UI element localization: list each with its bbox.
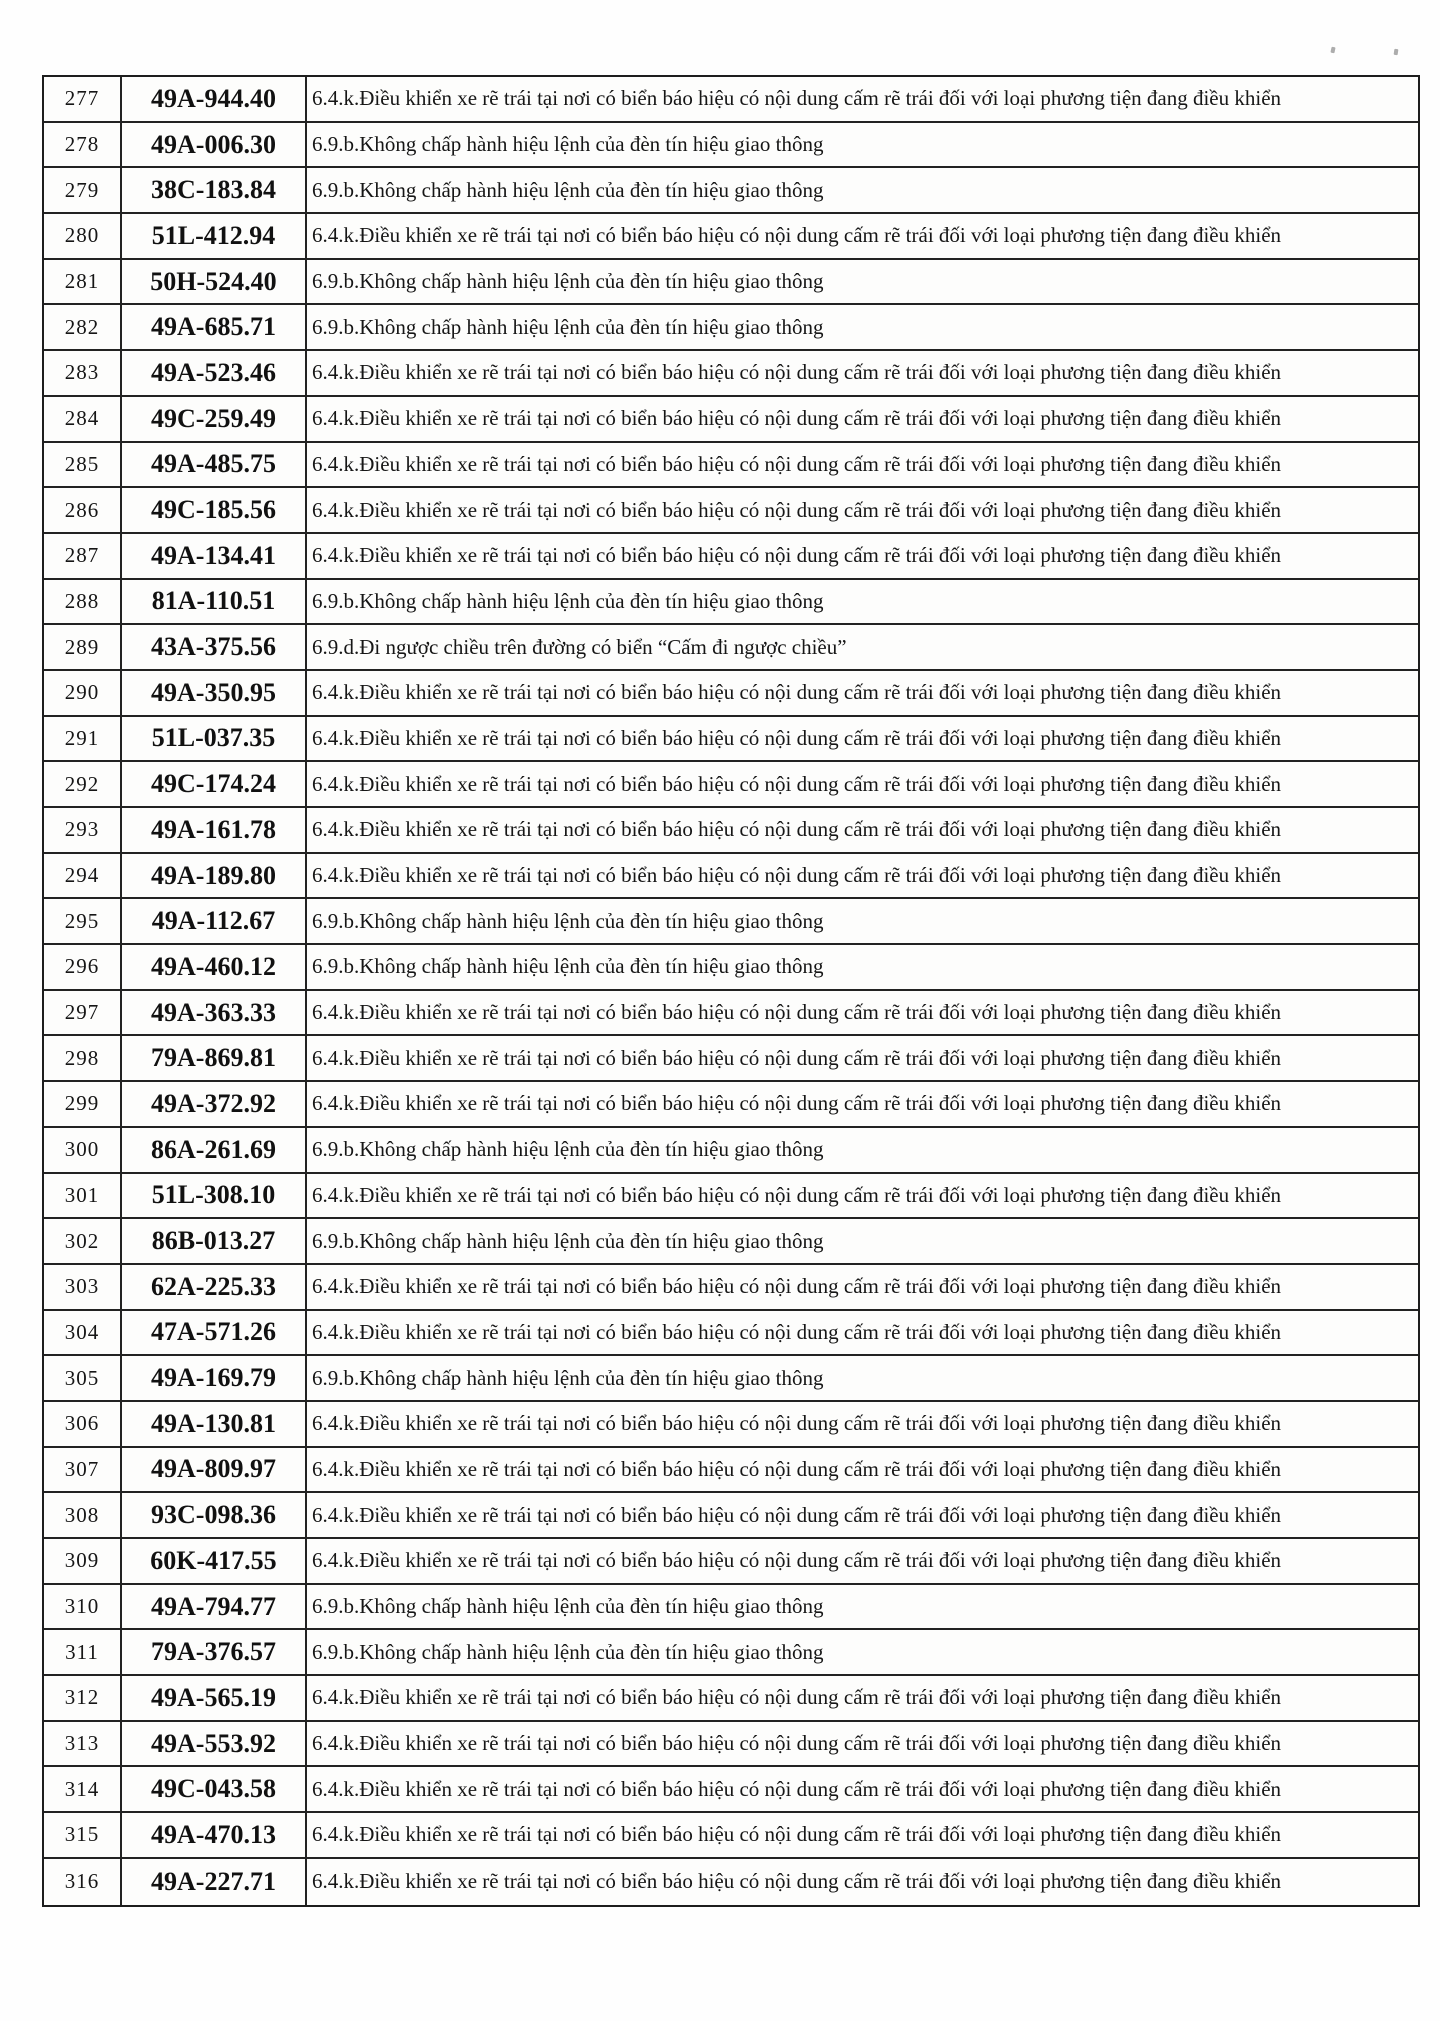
license-plate: 49A-460.12 (122, 945, 307, 989)
violation-text: 6.4.k.Điều khiển xe rẽ trái tại nơi có biển báo hiệu có nội dung cấm rẽ trái đối với loại phương tiện đang điều khiển (312, 1274, 1282, 1299)
license-plate: 81A-110.51 (122, 580, 307, 624)
violation-text: 6.4.k.Điều khiển xe rẽ trái tại nơi có biển báo hiệu có nội dung cấm rẽ trái đối với loại phương tiện đang điều khiển (312, 86, 1282, 111)
violation-table (42, 75, 1420, 1907)
table-row (44, 991, 1418, 1037)
license-plate: 49A-130.81 (122, 1402, 307, 1446)
table-row (44, 168, 1418, 214)
table-row (44, 1311, 1418, 1357)
license-plate: 51L-037.35 (122, 717, 307, 761)
table-row (44, 351, 1418, 397)
license-plate: 38C-183.84 (122, 168, 307, 212)
violation-text: 6.4.k.Điều khiển xe rẽ trái tại nơi có biển báo hiệu có nội dung cấm rẽ trái đối với loại phương tiện đang điều khiển (312, 1869, 1282, 1894)
table-row (44, 305, 1418, 351)
row-number: 290 (44, 671, 122, 715)
table-row (44, 214, 1418, 260)
violation-text: 6.4.k.Điều khiển xe rẽ trái tại nơi có biển báo hiệu có nội dung cấm rẽ trái đối với loại phương tiện đang điều khiển (312, 817, 1282, 842)
table-row (44, 717, 1418, 763)
table-row (44, 945, 1418, 991)
row-number: 284 (44, 397, 122, 441)
table-row (44, 443, 1418, 489)
row-number: 278 (44, 123, 122, 167)
table-row (44, 1219, 1418, 1265)
table-row (44, 1813, 1418, 1859)
violation-text: 6.9.b.Không chấp hành hiệu lệnh của đèn tín hiệu giao thông (312, 1365, 824, 1390)
table-row (44, 1128, 1418, 1174)
violation-text: 6.9.b.Không chấp hành hiệu lệnh của đèn tín hiệu giao thông (312, 1594, 824, 1619)
table-row (44, 77, 1418, 123)
violation-text: 6.4.k.Điều khiển xe rẽ trái tại nơi có biển báo hiệu có nội dung cấm rẽ trái đối với loại phương tiện đang điều khiển (312, 1182, 1282, 1207)
license-plate: 49C-185.56 (122, 488, 307, 532)
row-number: 292 (44, 762, 122, 806)
row-number: 311 (44, 1630, 122, 1674)
license-plate: 49A-227.71 (122, 1859, 307, 1905)
license-plate: 49C-043.58 (122, 1767, 307, 1811)
table-row (44, 580, 1418, 626)
license-plate: 49A-169.79 (122, 1356, 307, 1400)
violation-text: 6.4.k.Điều khiển xe rẽ trái tại nơi có biển báo hiệu có nội dung cấm rẽ trái đối với loại phương tiện đang điều khiển (312, 360, 1282, 385)
table-row (44, 899, 1418, 945)
row-number: 288 (44, 580, 122, 624)
violation-text: 6.4.k.Điều khiển xe rẽ trái tại nơi có biển báo hiệu có nội dung cấm rẽ trái đối với loại phương tiện đang điều khiển (312, 680, 1282, 705)
table-row (44, 1767, 1418, 1813)
license-plate: 79A-376.57 (122, 1630, 307, 1674)
table-row (44, 1174, 1418, 1220)
violation-text: 6.4.k.Điều khiển xe rẽ trái tại nơi có biển báo hiệu có nội dung cấm rẽ trái đối với loại phương tiện đang điều khiển (312, 543, 1282, 568)
violation-text: 6.4.k.Điều khiển xe rẽ trái tại nơi có biển báo hiệu có nội dung cấm rẽ trái đối với loại phương tiện đang điều khiển (312, 1456, 1282, 1481)
table-row (44, 1585, 1418, 1631)
row-number: 282 (44, 305, 122, 349)
row-number: 280 (44, 214, 122, 258)
license-plate: 49A-485.75 (122, 443, 307, 487)
row-number: 279 (44, 168, 122, 212)
license-plate: 62A-225.33 (122, 1265, 307, 1309)
row-number: 304 (44, 1311, 122, 1355)
license-plate: 49A-134.41 (122, 534, 307, 578)
row-number: 295 (44, 899, 122, 943)
row-number: 309 (44, 1539, 122, 1583)
row-number: 312 (44, 1676, 122, 1720)
license-plate: 49A-372.92 (122, 1082, 307, 1126)
table-row (44, 854, 1418, 900)
table-row (44, 1082, 1418, 1128)
violation-text: 6.4.k.Điều khiển xe rẽ trái tại nơi có biển báo hiệu có nội dung cấm rẽ trái đối với loại phương tiện đang điều khiển (312, 725, 1282, 750)
license-plate: 43A-375.56 (122, 625, 307, 669)
violation-text: 6.4.k.Điều khiển xe rẽ trái tại nơi có biển báo hiệu có nội dung cấm rẽ trái đối với loại phương tiện đang điều khiển (312, 1319, 1282, 1344)
license-plate: 49A-565.19 (122, 1676, 307, 1720)
row-number: 298 (44, 1036, 122, 1080)
violation-text: 6.9.d.Đi ngược chiều trên đường có biển “Cấm đi ngược chiều” (312, 634, 847, 659)
table-row (44, 808, 1418, 854)
violation-text: 6.9.b.Không chấp hành hiệu lệnh của đèn tín hiệu giao thông (312, 1228, 824, 1253)
license-plate: 79A-869.81 (122, 1036, 307, 1080)
row-number: 281 (44, 260, 122, 304)
row-number: 294 (44, 854, 122, 898)
license-plate: 49A-350.95 (122, 671, 307, 715)
row-number: 286 (44, 488, 122, 532)
license-plate: 49A-363.33 (122, 991, 307, 1035)
violation-text: 6.4.k.Điều khiển xe rẽ trái tại nơi có biển báo hiệu có nội dung cấm rẽ trái đối với loại phương tiện đang điều khiển (312, 1685, 1282, 1710)
row-number: 301 (44, 1174, 122, 1218)
row-number: 285 (44, 443, 122, 487)
violation-text: 6.4.k.Điều khiển xe rẽ trái tại nơi có biển báo hiệu có nội dung cấm rẽ trái đối với loại phương tiện đang điều khiển (312, 1776, 1282, 1801)
violation-text: 6.4.k.Điều khiển xe rẽ trái tại nơi có biển báo hiệu có nội dung cấm rẽ trái đối với loại phương tiện đang điều khiển (312, 1502, 1282, 1527)
license-plate: 47A-571.26 (122, 1311, 307, 1355)
license-plate: 51L-308.10 (122, 1174, 307, 1218)
license-plate: 93C-098.36 (122, 1493, 307, 1537)
row-number: 277 (44, 77, 122, 121)
table-row (44, 1539, 1418, 1585)
row-number: 289 (44, 625, 122, 669)
row-number: 303 (44, 1265, 122, 1309)
row-number: 313 (44, 1722, 122, 1766)
violation-text: 6.4.k.Điều khiển xe rẽ trái tại nơi có biển báo hiệu có nội dung cấm rẽ trái đối với loại phương tiện đang điều khiển (312, 1091, 1282, 1116)
row-number: 296 (44, 945, 122, 989)
license-plate: 49A-161.78 (122, 808, 307, 852)
row-number: 299 (44, 1082, 122, 1126)
violation-text: 6.4.k.Điều khiển xe rẽ trái tại nơi có biển báo hiệu có nội dung cấm rẽ trái đối với loại phương tiện đang điều khiển (312, 406, 1282, 431)
license-plate: 49A-809.97 (122, 1448, 307, 1492)
table-row (44, 534, 1418, 580)
violation-text: 6.4.k.Điều khiển xe rẽ trái tại nơi có biển báo hiệu có nội dung cấm rẽ trái đối với loại phương tiện đang điều khiển (312, 1822, 1282, 1847)
row-number: 283 (44, 351, 122, 395)
table-row (44, 1493, 1418, 1539)
license-plate: 49C-174.24 (122, 762, 307, 806)
license-plate: 49A-685.71 (122, 305, 307, 349)
row-number: 300 (44, 1128, 122, 1172)
table-row (44, 1859, 1418, 1905)
violation-text: 6.4.k.Điều khiển xe rẽ trái tại nơi có biển báo hiệu có nội dung cấm rẽ trái đối với loại phương tiện đang điều khiển (312, 1045, 1282, 1070)
license-plate: 49A-470.13 (122, 1813, 307, 1857)
violation-text: 6.9.b.Không chấp hành hiệu lệnh của đèn tín hiệu giao thông (312, 1639, 824, 1664)
row-number: 316 (44, 1859, 122, 1905)
table-row (44, 1630, 1418, 1676)
scan-artifact-speck (1394, 49, 1399, 55)
license-plate: 50H-524.40 (122, 260, 307, 304)
violation-text: 6.4.k.Điều khiển xe rẽ trái tại nơi có biển báo hiệu có nội dung cấm rẽ trái đối với loại phương tiện đang điều khiển (312, 451, 1282, 476)
violation-text: 6.9.b.Không chấp hành hiệu lệnh của đèn tín hiệu giao thông (312, 132, 824, 157)
license-plate: 49A-006.30 (122, 123, 307, 167)
table-row (44, 1722, 1418, 1768)
violation-text: 6.9.b.Không chấp hành hiệu lệnh của đèn tín hiệu giao thông (312, 908, 824, 933)
license-plate: 51L-412.94 (122, 214, 307, 258)
violation-text: 6.4.k.Điều khiển xe rẽ trái tại nơi có biển báo hiệu có nội dung cấm rẽ trái đối với loại phương tiện đang điều khiển (312, 863, 1282, 888)
table-row (44, 488, 1418, 534)
table-row (44, 260, 1418, 306)
violation-text: 6.9.b.Không chấp hành hiệu lệnh của đèn tín hiệu giao thông (312, 1137, 824, 1162)
violation-text: 6.4.k.Điều khiển xe rẽ trái tại nơi có biển báo hiệu có nội dung cấm rẽ trái đối với loại phương tiện đang điều khiển (312, 497, 1282, 522)
license-plate: 49A-553.92 (122, 1722, 307, 1766)
license-plate: 60K-417.55 (122, 1539, 307, 1583)
table-row (44, 1402, 1418, 1448)
table-row (44, 762, 1418, 808)
violation-text: 6.4.k.Điều khiển xe rẽ trái tại nơi có biển báo hiệu có nội dung cấm rẽ trái đối với loại phương tiện đang điều khiển (312, 771, 1282, 796)
table-row (44, 671, 1418, 717)
row-number: 297 (44, 991, 122, 1035)
row-number: 314 (44, 1767, 122, 1811)
table-row (44, 1036, 1418, 1082)
license-plate: 49A-523.46 (122, 351, 307, 395)
row-number: 315 (44, 1813, 122, 1857)
license-plate: 49A-112.67 (122, 899, 307, 943)
violation-text: 6.9.b.Không chấp hành hiệu lệnh của đèn tín hiệu giao thông (312, 314, 824, 339)
table-row (44, 1265, 1418, 1311)
table-row (44, 1448, 1418, 1494)
violation-text: 6.4.k.Điều khiển xe rẽ trái tại nơi có biển báo hiệu có nội dung cấm rẽ trái đối với loại phương tiện đang điều khiển (312, 223, 1282, 248)
scan-artifact-speck (1330, 47, 1335, 54)
violation-text: 6.9.b.Không chấp hành hiệu lệnh của đèn tín hiệu giao thông (312, 954, 824, 979)
row-number: 306 (44, 1402, 122, 1446)
license-plate: 86A-261.69 (122, 1128, 307, 1172)
table-row (44, 625, 1418, 671)
table-row (44, 1356, 1418, 1402)
violation-text: 6.9.b.Không chấp hành hiệu lệnh của đèn tín hiệu giao thông (312, 177, 824, 202)
violation-text: 6.4.k.Điều khiển xe rẽ trái tại nơi có biển báo hiệu có nội dung cấm rẽ trái đối với loại phương tiện đang điều khiển (312, 1731, 1282, 1756)
row-number: 308 (44, 1493, 122, 1537)
license-plate: 49A-794.77 (122, 1585, 307, 1629)
violation-text: 6.4.k.Điều khiển xe rẽ trái tại nơi có biển báo hiệu có nội dung cấm rẽ trái đối với loại phương tiện đang điều khiển (312, 1548, 1282, 1573)
violation-text: 6.4.k.Điều khiển xe rẽ trái tại nơi có biển báo hiệu có nội dung cấm rẽ trái đối với loại phương tiện đang điều khiển (312, 1000, 1282, 1025)
row-number: 305 (44, 1356, 122, 1400)
violation-text: 6.4.k.Điều khiển xe rẽ trái tại nơi có biển báo hiệu có nội dung cấm rẽ trái đối với loại phương tiện đang điều khiển (312, 1411, 1282, 1436)
violation-text: 6.9.b.Không chấp hành hiệu lệnh của đèn tín hiệu giao thông (312, 588, 824, 613)
row-number: 291 (44, 717, 122, 761)
row-number: 293 (44, 808, 122, 852)
row-number: 307 (44, 1448, 122, 1492)
license-plate: 49A-189.80 (122, 854, 307, 898)
table-row (44, 123, 1418, 169)
row-number: 302 (44, 1219, 122, 1263)
row-number: 287 (44, 534, 122, 578)
violation-text: 6.9.b.Không chấp hành hiệu lệnh của đèn tín hiệu giao thông (312, 269, 824, 294)
table-row (44, 1676, 1418, 1722)
license-plate: 86B-013.27 (122, 1219, 307, 1263)
license-plate: 49C-259.49 (122, 397, 307, 441)
table-row (44, 397, 1418, 443)
row-number: 310 (44, 1585, 122, 1629)
license-plate: 49A-944.40 (122, 77, 307, 121)
